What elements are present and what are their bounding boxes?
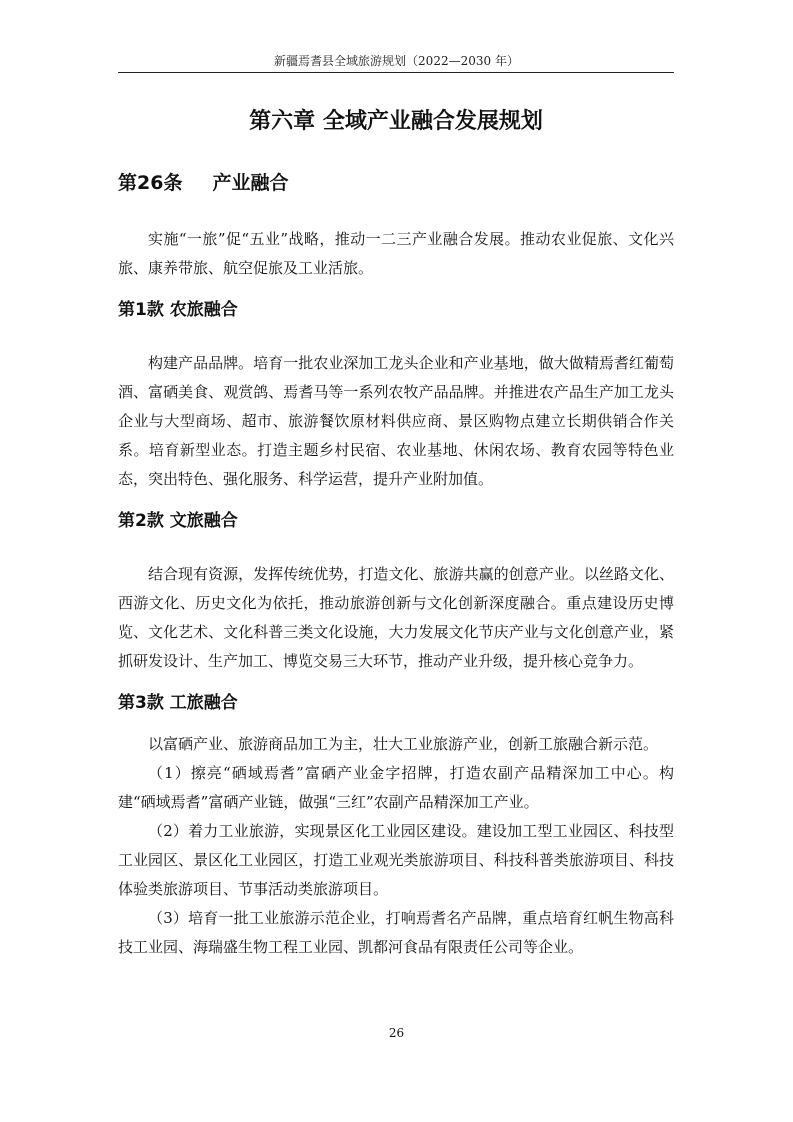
article-title: 产业融合 [212, 172, 289, 194]
page-body [118, 103, 674, 962]
paragraph-industry-tourism-item-3: （3）培育一批工业旅游示范企业，打响焉耆名产品牌，重点培育红帆生物高科技工业园、海瑞盛生物工程工业园、凯都河食品有限责任公司等企业。 [118, 909, 674, 956]
paragraph-industry-tourism-intro: 以富硒产业、旅游商品加工为主，壮大工业旅游产业，创新工旅融合新示范。 [148, 735, 659, 753]
article-heading [118, 163, 674, 203]
paragraph-industry-tourism-item-1: （1）擦亮“硒域焉耆”富硒产业金字招牌，打造农副产品精深加工中心。构建“硒域焉耆”富硒产业链，做强“三红”农副产品精深加工产业。 [118, 764, 674, 811]
page-number: 26 [388, 1026, 405, 1040]
section-heading-culture-tourism: 第2款 文旅融合 [118, 511, 238, 531]
chapter-title: 第六章 全域产业融合发展规划 [249, 109, 543, 134]
header-divider [118, 72, 674, 73]
running-header: 新疆焉耆县全域旅游规划（2022—2030 年） [274, 54, 519, 68]
paragraph-industry-tourism-item-2: （2）着力工业旅游，实现景区化工业园区建设。建设加工型工业园区、科技型工业园区、景区化工业园区，打造工业观光类旅游项目、科技科普类旅游项目、科技体验类旅游项目、节事活动类旅游项目。 [118, 822, 674, 898]
section-heading-industry-tourism: 第3款 工旅融合 [118, 693, 238, 713]
paragraph-agri-tourism: 构建产品品牌。培育一批农业深加工龙头企业和产业基地，做大做精焉耆红葡萄酒、富硒美食、观赏鸽、焉耆马等一系列农牧产品品牌。并推进农产品生产加工龙头企业与大型商场、超市、旅游餐饮原材料供应商、景区购物点建立长期供销合作关系。培育新型业态。打造主题乡村民宿、农业基地、休闲农场、教育农园等特色业态，突出特色、强化服务、科学运营，提升产业附加值。 [118, 354, 674, 488]
paragraph-culture-tourism: 结合现有资源，发挥传统优势，打造文化、旅游共赢的创意产业。以丝路文化、西游文化、历史文化为依托，推动旅游创新与文化创新深度融合。重点建设历史博览、文化艺术、文化科普三类文化设施，大力发展文化节庆产业与文化创意产业，紧抓研发设计、生产加工、博览交易三大环节，推动产业升级，提升核心竞争力。 [118, 565, 674, 670]
article-intro-paragraph: 实施“一旅”促“五业”战略，推动一二三产业融合发展。推动农业促旅、文化兴旅、康养带旅、航空促旅及工业活旅。 [118, 230, 674, 277]
article-number: 第26条 [118, 172, 183, 194]
section-heading-agri-tourism: 第1款 农旅融合 [118, 300, 238, 320]
